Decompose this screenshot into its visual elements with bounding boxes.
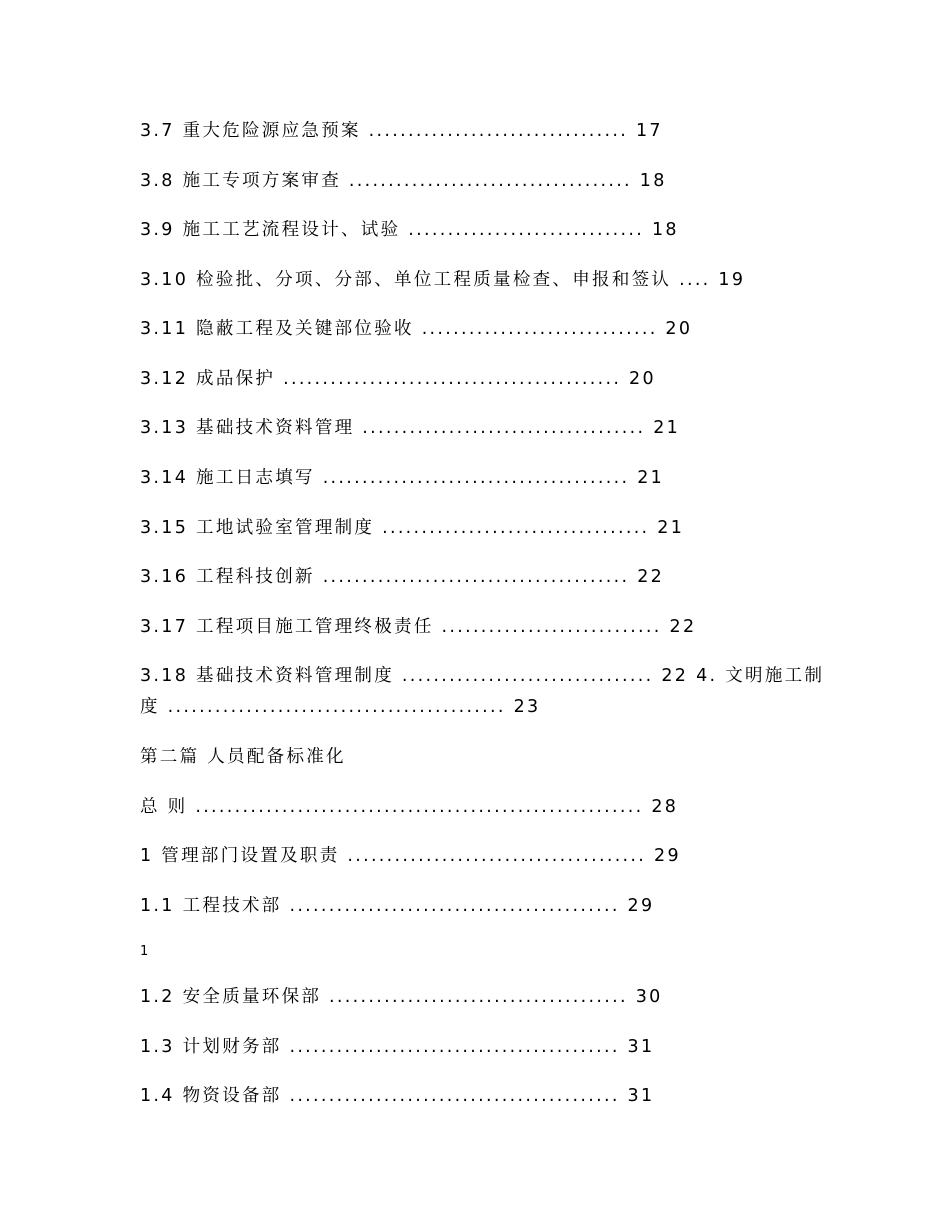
toc-entry-3-15: 3.15 工地试验室管理制度 .................................. 21: [140, 518, 685, 538]
toc-entry-3-14: 3.14 施工日志填写 ....................................... 21: [140, 468, 665, 488]
toc-entry-3-10: 3.10 检验批、分项、分部、单位工程质量检查、申报和签认 .... 19: [140, 270, 746, 290]
toc-entry-4-continued: 度 ........................................... 23: [140, 697, 541, 717]
toc-entry-3-13: 3.13 基础技术资料管理 .................................... 21: [140, 418, 681, 438]
toc-entry-3-11: 3.11 隐蔽工程及关键部位验收 .............................. 20: [140, 319, 693, 339]
section-heading: 第二篇 人员配备标准化: [140, 747, 346, 767]
toc-entry-general: 总 则 ......................................................... 28: [140, 797, 679, 817]
toc-entry-1-4: 1.4 物资设备部 .......................................... 31: [140, 1086, 655, 1106]
toc-entry-3-9: 3.9 施工工艺流程设计、试验 .............................. 18: [140, 220, 679, 240]
toc-entry-3-7: 3.7 重大危险源应急预案 ................................. 17: [140, 121, 663, 141]
toc-entry-3-18: 3.18 基础技术资料管理制度 ................................ 22 4. 文明施工制: [140, 666, 825, 686]
toc-entry-3-16: 3.16 工程科技创新 ....................................... 22: [140, 567, 665, 587]
toc-entry-3-12: 3.12 成品保护 ........................................... 20: [140, 369, 656, 389]
toc-entry-3-8: 3.8 施工专项方案审查 .................................... 18: [140, 171, 667, 191]
toc-entry-1-2: 1.2 安全质量环保部 ...................................... 30: [140, 987, 663, 1007]
page-number: 1: [140, 944, 149, 959]
toc-entry-1: 1 管理部门设置及职责 ...................................... 29: [140, 846, 681, 866]
toc-entry-1-3: 1.3 计划财务部 .......................................... 31: [140, 1037, 655, 1057]
toc-entry-1-1: 1.1 工程技术部 .......................................... 29: [140, 896, 655, 916]
toc-entry-3-17: 3.17 工程项目施工管理终极责任 ............................ 22: [140, 617, 697, 637]
